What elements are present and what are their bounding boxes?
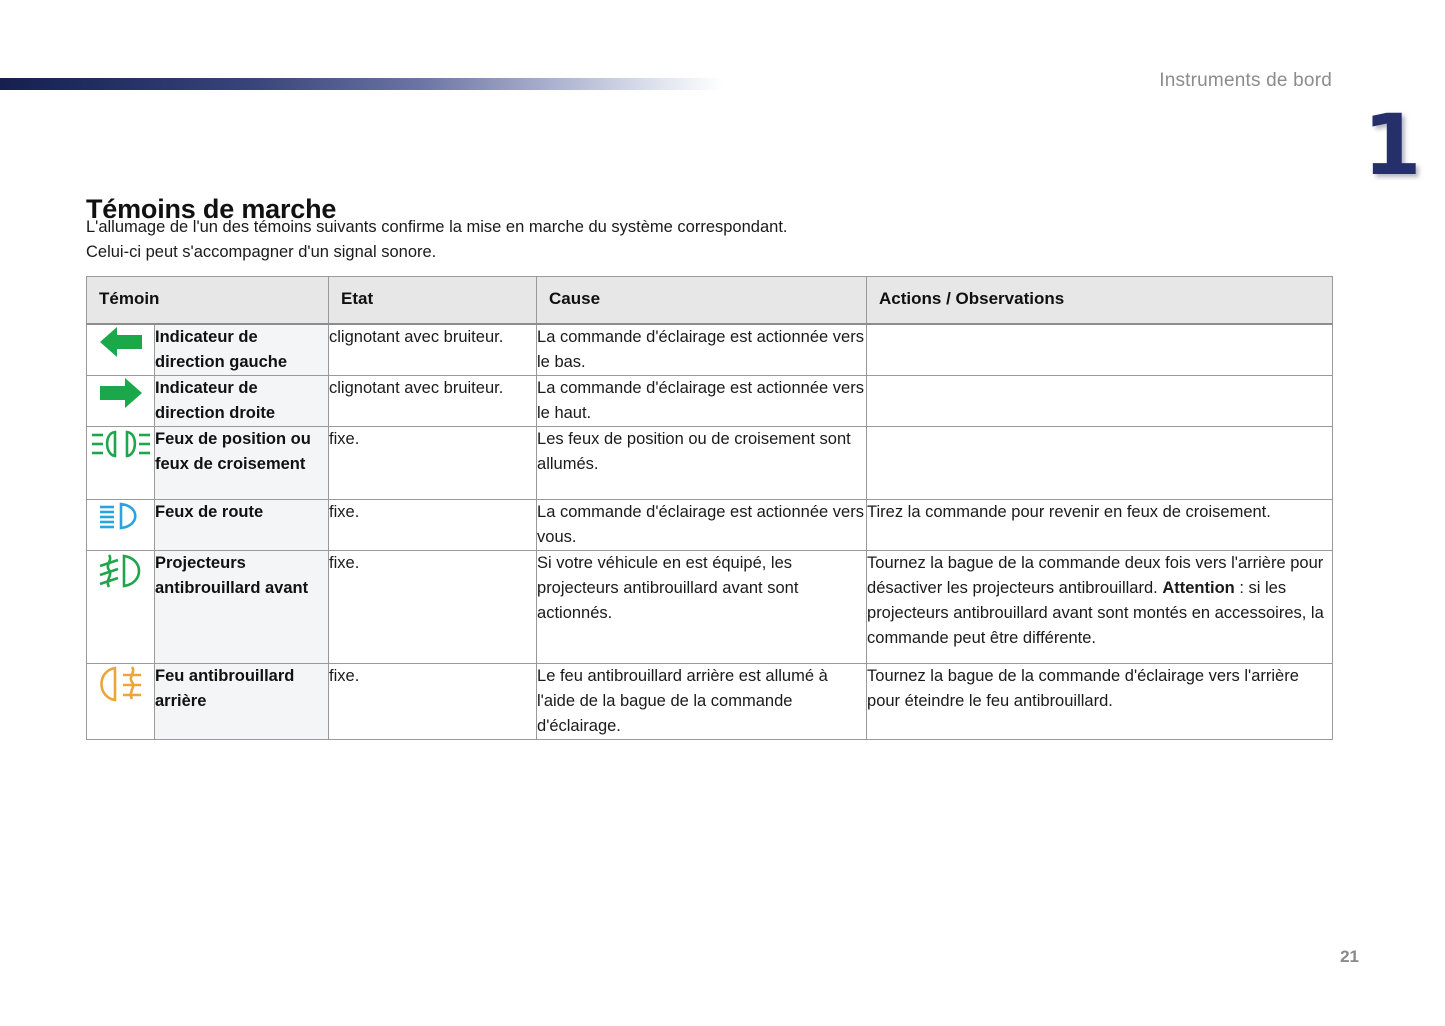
telltale-cause: Si votre véhicule en est équipé, les projecteurs antibrouillard avant sont actionnés.: [537, 551, 867, 664]
column-header-etat: Etat: [329, 277, 537, 325]
telltale-name: Indicateur de direction droite: [155, 376, 329, 427]
front-fog-lamp-icon: [96, 551, 146, 591]
turn-indicator-right-icon: [98, 376, 144, 410]
telltale-etat: clignotant avec bruiteur.: [329, 324, 537, 376]
telltale-icon-cell: [87, 427, 155, 500]
table-row: [87, 664, 1333, 740]
telltale-cause: La commande d'éclairage est actionnée vers vous.: [537, 500, 867, 551]
page-title: Témoins de marche: [86, 194, 337, 225]
telltale-icon-cell: [87, 500, 155, 551]
telltale-name: Feux de position ou feux de croisement: [155, 427, 329, 500]
table-row: [87, 376, 1333, 427]
telltale-name: Projecteurs antibrouillard avant: [155, 551, 329, 664]
telltale-actions: Tirez la commande pour revenir en feux de croisement.: [867, 500, 1333, 551]
column-header-actions: Actions / Observations: [867, 277, 1333, 325]
table-row: [87, 500, 1333, 551]
intro-paragraph: [86, 215, 1086, 265]
column-header-temoin: Témoin: [87, 277, 329, 325]
telltale-icon-cell: [87, 664, 155, 740]
telltale-icon-cell: [87, 551, 155, 664]
actions-text-prefix: Tournez la bague de la commande deux fois vers l'arrière pour désactiver les projecteurs antibrouillard.: [867, 554, 1324, 597]
telltale-actions: [867, 427, 1333, 500]
header-gradient-rule: [0, 78, 722, 90]
telltale-icon-cell: [87, 324, 155, 376]
telltale-etat: fixe.: [329, 427, 537, 500]
telltale-actions: Tournez la bague de la commande d'éclairage vers l'arrière pour éteindre le feu antibrouillard.: [867, 664, 1333, 740]
intro-line-2: Celui-ci peut s'accompagner d'un signal sonore.: [86, 243, 437, 261]
page-number: 21: [1340, 947, 1359, 966]
telltale-cause: Les feux de position ou de croisement sont allumés.: [537, 427, 867, 500]
telltale-name: Indicateur de direction gauche: [155, 324, 329, 376]
running-head: Instruments de bord: [1159, 70, 1332, 91]
telltale-etat: fixe.: [329, 551, 537, 664]
turn-indicator-left-icon: [98, 325, 144, 359]
table-row: [87, 427, 1333, 500]
chapter-number: 1: [1363, 96, 1422, 194]
telltales-table-wrapper: [86, 276, 1332, 740]
table-header-row: [87, 277, 1333, 325]
actions-text-suffix: : si les projecteurs antibrouillard avant sont montés en accessoires, la commande peut être différente.: [867, 579, 1324, 647]
telltale-etat: fixe.: [329, 500, 537, 551]
telltale-actions: [867, 376, 1333, 427]
telltale-name: Feux de route: [155, 500, 329, 551]
telltale-cause: La commande d'éclairage est actionnée vers le bas.: [537, 324, 867, 376]
telltale-icon-cell: [87, 376, 155, 427]
chapter-tab: [1363, 96, 1422, 194]
telltale-cause: Le feu antibrouillard arrière est allumé à l'aide de la bague de la commande d'éclairage.: [537, 664, 867, 740]
telltale-actions: [867, 324, 1333, 376]
telltale-cause: La commande d'éclairage est actionnée vers le haut.: [537, 376, 867, 427]
intro-line-1: L'allumage de l'un des témoins suivants confirme la mise en marche du système correspondant.: [86, 218, 788, 236]
telltale-name: Feu antibrouillard arrière: [155, 664, 329, 740]
telltale-actions: [867, 551, 1333, 664]
telltale-etat: fixe.: [329, 664, 537, 740]
telltale-etat: clignotant avec bruiteur.: [329, 376, 537, 427]
actions-attention-label: Attention: [1162, 579, 1235, 597]
telltales-table: [86, 276, 1333, 740]
main-beam-icon: [96, 500, 146, 532]
sidelights-dipped-beam-icon: [91, 427, 151, 461]
table-row: [87, 551, 1333, 664]
column-header-cause: Cause: [537, 277, 867, 325]
rear-fog-lamp-icon: [95, 664, 147, 704]
table-row: [87, 324, 1333, 376]
